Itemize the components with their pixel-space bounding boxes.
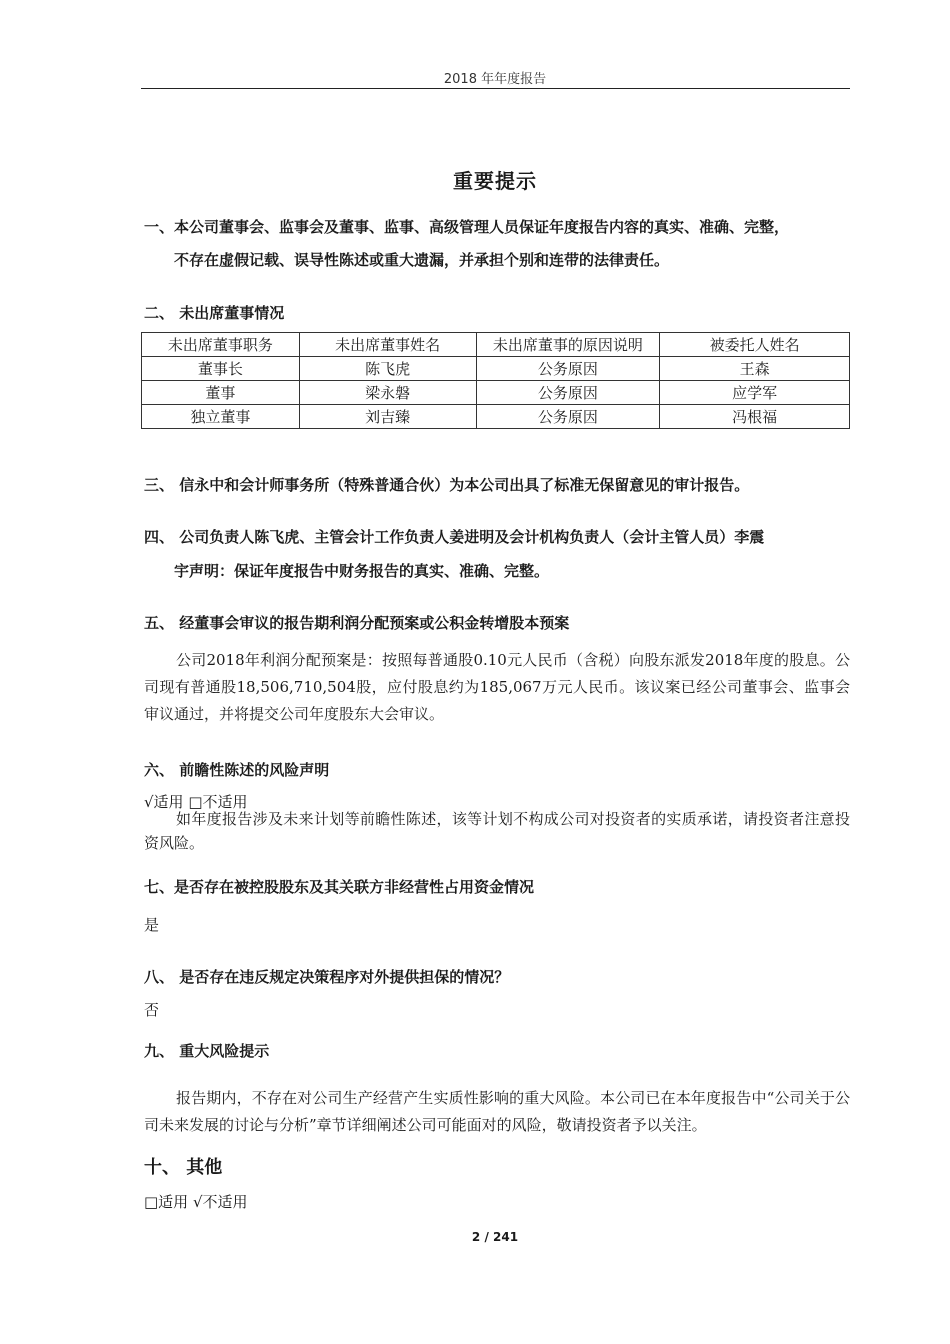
section-9-heading: 九、 重大风险提示	[144, 1042, 270, 1060]
dividend-paragraph: 公司2018年利润分配预案是：按照每普通股0.10元人民币（含税）向股东派发2018年度的股息。公司现有普通股18,506,710,504股，应付股息约为185,067万元人民币。该议案已经公司董事会、监事会审议通过，并将提交公司年度股东大会审议。	[144, 651, 850, 723]
table-cell: 董事长	[142, 357, 300, 381]
table-cell: 陈飞虎	[299, 357, 476, 381]
section-7-answer: 是	[144, 916, 160, 934]
section-6-heading: 六、 前瞻性陈述的风险声明	[144, 761, 330, 779]
table-cell: 公务原因	[476, 381, 660, 405]
section-2-heading: 二、 未出席董事情况	[144, 304, 285, 322]
section-4-line1: 四、 公司负责人陈飞虎、主管会计工作负责人姜进明及会计机构负责人（会计主管人员）李震	[144, 528, 765, 546]
page-number: 2 / 241	[471, 1230, 519, 1244]
section-6-body	[144, 807, 850, 855]
table-row	[142, 357, 850, 381]
section-1-line2: 不存在虚假记载、误导性陈述或重大遗漏，并承担个别和连带的法律责任。	[174, 251, 670, 269]
major-risk-paragraph: 报告期内，不存在对公司生产经营产生实质性影响的重大风险。本公司已在本年度报告中“公司关于公司未来发展的讨论与分析”章节详细阐述公司可能面对的风险，敬请投资者予以关注。	[144, 1089, 850, 1134]
table-cell: 公务原因	[476, 405, 660, 429]
table-header-row	[142, 333, 850, 357]
page-title: 重要提示	[453, 169, 537, 193]
table-header-cell: 未出席董事职务	[142, 333, 300, 357]
table-header-cell: 未出席董事姓名	[299, 333, 476, 357]
risk-statement-paragraph: 如年度报告涉及未来计划等前瞻性陈述，该等计划不构成公司对投资者的实质承诺，请投资者注意投资风险。	[144, 810, 850, 852]
table-cell: 梁永磐	[299, 381, 476, 405]
section-5-heading: 五、 经董事会审议的报告期利润分配预案或公积金转增股本预案	[144, 614, 570, 632]
table-cell: 王森	[660, 357, 850, 381]
table-cell: 应学军	[660, 381, 850, 405]
table-row	[142, 405, 850, 429]
table-header-cell: 未出席董事的原因说明	[476, 333, 660, 357]
table-cell: 冯根福	[660, 405, 850, 429]
section-10-heading: 十、 其他	[144, 1157, 223, 1178]
table-cell: 刘吉臻	[299, 405, 476, 429]
table-cell: 公务原因	[476, 357, 660, 381]
section-8-heading: 八、 是否存在违反规定决策程序对外提供担保的情况？	[144, 968, 510, 986]
table-cell: 董事	[142, 381, 300, 405]
table-row	[142, 381, 850, 405]
section-6-options: √适用 □不适用	[144, 793, 248, 811]
section-9-body	[144, 1085, 850, 1139]
section-1-line1: 一、本公司董事会、监事会及董事、监事、高级管理人员保证年度报告内容的真实、准确、完整，	[144, 218, 790, 236]
section-7-heading: 七、是否存在被控股股东及其关联方非经营性占用资金情况	[144, 878, 535, 896]
section-10-options: □适用 √不适用	[144, 1193, 248, 1211]
running-header: 2018 年年度报告	[443, 72, 547, 87]
section-8-answer: 否	[144, 1001, 160, 1019]
table-header-cell: 被委托人姓名	[660, 333, 850, 357]
header-rule	[141, 88, 850, 89]
section-4-line2: 宇声明：保证年度报告中财务报告的真实、准确、完整。	[174, 562, 550, 580]
table-cell: 独立董事	[142, 405, 300, 429]
section-3-text: 三、 信永中和会计师事务所（特殊普通合伙）为本公司出具了标准无保留意见的审计报告。	[144, 476, 750, 494]
section-5-body	[144, 647, 850, 728]
absent-directors-table	[141, 332, 850, 429]
